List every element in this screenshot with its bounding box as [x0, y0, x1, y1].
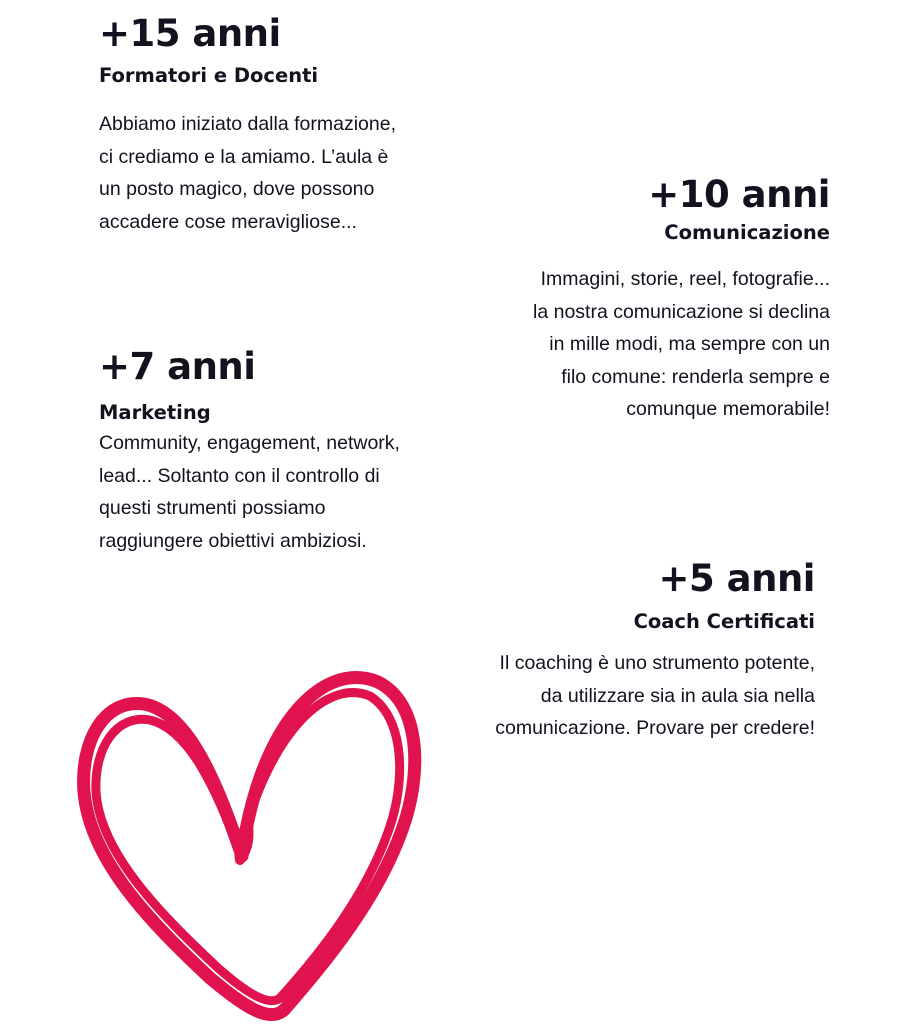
description-line: ci crediamo e la amiamo. L’aula è [99, 145, 389, 168]
heart-strokes [84, 677, 415, 1014]
years-label: +7 anni [99, 345, 256, 388]
section-description [99, 427, 400, 557]
description-line: comunicazione. Provare per credere! [495, 717, 815, 739]
section-title: Coach Certificati [633, 610, 815, 633]
section-coach [495, 557, 815, 745]
description-line: questi strumenti possiamo [99, 497, 326, 519]
years-label: +5 anni [658, 557, 815, 600]
years-label: +15 anni [99, 12, 281, 55]
section-title: Formatori e Docenti [99, 64, 319, 87]
description-line: in mille modi, ma sempre con un [549, 333, 830, 355]
description-line: la nostra comunicazione si declina [533, 300, 830, 323]
description-line: comunque memorabile! [626, 398, 830, 420]
description-line: accadere cose meravigliose... [99, 210, 357, 233]
section-description [495, 647, 815, 745]
section-formatori [99, 12, 396, 238]
section-description [533, 263, 830, 426]
section-title: Marketing [99, 401, 211, 424]
description-line: filo comune: renderla sempre e [561, 365, 830, 388]
description-line: Immagini, storie, reel, fotografie... [540, 268, 830, 290]
description-line: lead... Soltanto con il controllo di [99, 464, 380, 487]
heart-icon [70, 660, 430, 1024]
description-line: Abbiamo iniziato dalla formazione, [99, 113, 396, 135]
description-line: un posto magico, dove possono [99, 178, 375, 200]
section-title: Comunicazione [664, 221, 830, 244]
description-line: Il coaching è uno strumento potente, [499, 652, 815, 674]
years-label: +10 anni [648, 173, 830, 216]
description-line: da utilizzare sia in aula sia nella [540, 684, 815, 707]
description-line: Community, engagement, network, [99, 432, 400, 454]
section-description [99, 108, 396, 238]
section-marketing [99, 345, 400, 557]
description-line: raggiungere obiettivi ambiziosi. [99, 529, 367, 552]
section-comunicazione [533, 173, 830, 426]
